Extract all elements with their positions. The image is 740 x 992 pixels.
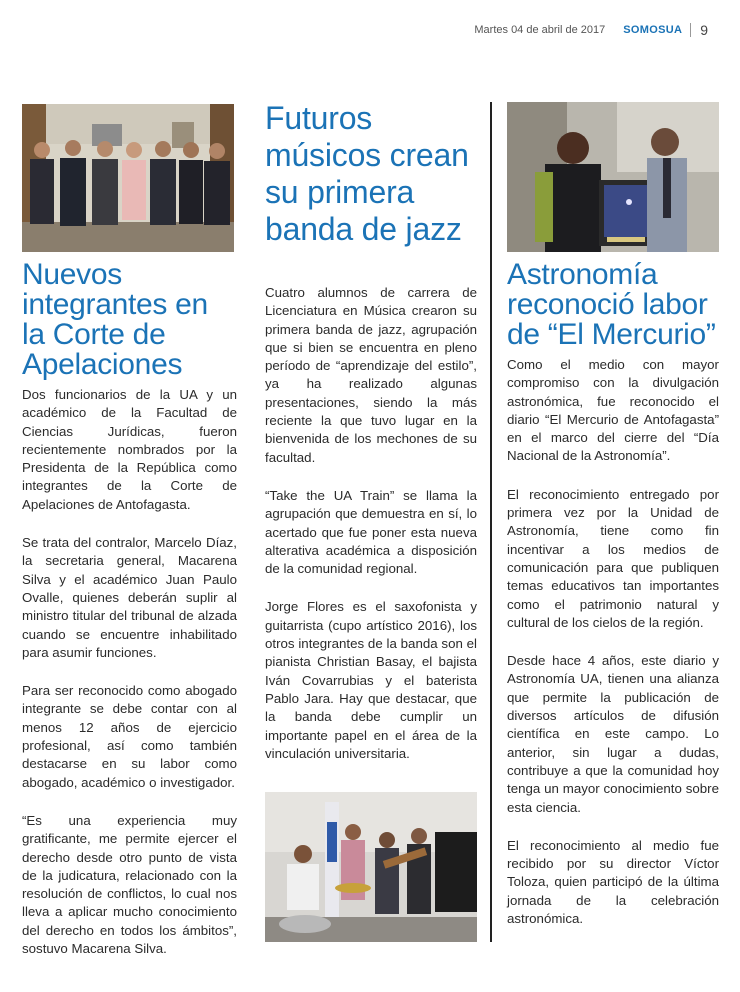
header-divider: [690, 23, 691, 37]
article-body: [265, 284, 477, 763]
article-body: [507, 356, 719, 928]
paragraph: Dos funcionarios de la UA y un académico de la Facultad de Ciencias Jurídicas, fueron recientemente nombrados por la Presidenta de la República como integrantes de la Corte de Apelaciones de Antofagasta.: [22, 387, 237, 512]
right-article: [507, 102, 719, 948]
headline: Futuros músicos crean su primera banda de jazz: [265, 100, 469, 247]
jazz-band-photo: [265, 792, 477, 942]
column-divider: [490, 102, 492, 942]
headline: Nuevos integrantes en la Corte de Apelaciones: [22, 258, 208, 381]
headline: Astronomía reconoció labor de “El Mercurio”: [507, 258, 716, 351]
issue-date: Martes 04 de abril de 2017: [474, 24, 606, 36]
paragraph: Cuatro alumnos de carrera de Licenciatura en Música crearon su primera banda de jazz, agrupación que si bien se encuentra en pleno período de “aprendizaje del estilo”, ya ha realizado algunas presentaciones, siendo la más reciente la que tuvo lugar en la bienvenida de los mechones de su facultad.: [265, 285, 477, 465]
paragraph: “Take the UA Train” se llama la agrupación que demuestra en sí, lo acertado que fue poner esta nueva alterativa académica a disposición de la comunidad regional.: [265, 487, 477, 577]
article-body: [22, 386, 237, 958]
page-number: 9: [700, 22, 708, 38]
paragraph: Como el medio con mayor compromiso con la divulgación astronómica, fue reconocido el diario “El Mercurio de Antofagasta” en el marco del cierre del “Día Nacional de la Astronomía”.: [507, 357, 719, 464]
court-group-photo: [22, 104, 234, 252]
paragraph: Desde hace 4 años, este diario y Astronomía UA, tienen una alianza que permite la publicación de diversos artículos de difusión científica en este campo. Lo anterior, sin lugar a dudas, contribuye a que la comunidad hoy tenga un mayor conocimiento sobre esta ciencia.: [507, 653, 719, 815]
paragraph: El reconocimiento al medio fue recibido por su director Víctor Toloza, quien participó de la última jornada de la celebración astronómica.: [507, 837, 719, 927]
paragraph: Se trata del contralor, Marcelo Díaz, la secretaria general, Macarena Silva y el académico Juan Paulo Ovalle, quienes deberán suplir al ministro titular del tribunal de alzada cuando se encuentre inhabilitado para asumir funciones.: [22, 535, 237, 660]
paragraph: El reconocimiento entregado por primera vez por la Unidad de Astronomía, tiene como fin incentivar a los medios de comunicación para que publiquen temas educativos tan importantes como el patrimonio natural y cultural de los cielos de la región.: [507, 486, 719, 630]
publication-brand: SOMOSUA: [623, 24, 683, 36]
middle-article: [265, 100, 477, 783]
paragraph: “Es una experiencia muy gratificante, me permite ejercer el derecho desde otro punto de vista de la judicatura, relacionado con la resolución de conflictos, lo cual nos lleva a aplicar mucho conocimiento del derecho en todos los ámbitos”, sostuvo Macarena Silva.: [22, 812, 237, 957]
left-article: [22, 104, 237, 978]
paragraph: Para ser reconocido como abogado integrante se debe contar con al menos 12 años de ejercicio profesional, así como también destacarse en su labor como abogado, académico o investigador.: [22, 683, 237, 790]
page-header: [474, 22, 708, 38]
paragraph: Jorge Flores es el saxofonista y guitarrista (cupo artístico 2016), los otros integrantes de la banda son el pianista Christian Basay, el bajista Iván Covarrubias y el baterista Pablo Jara. Hay que destacar, que la banda debe cumplir un importante papel en el área de la vinculación universitaria.: [265, 599, 477, 761]
award-photo: [507, 102, 719, 252]
